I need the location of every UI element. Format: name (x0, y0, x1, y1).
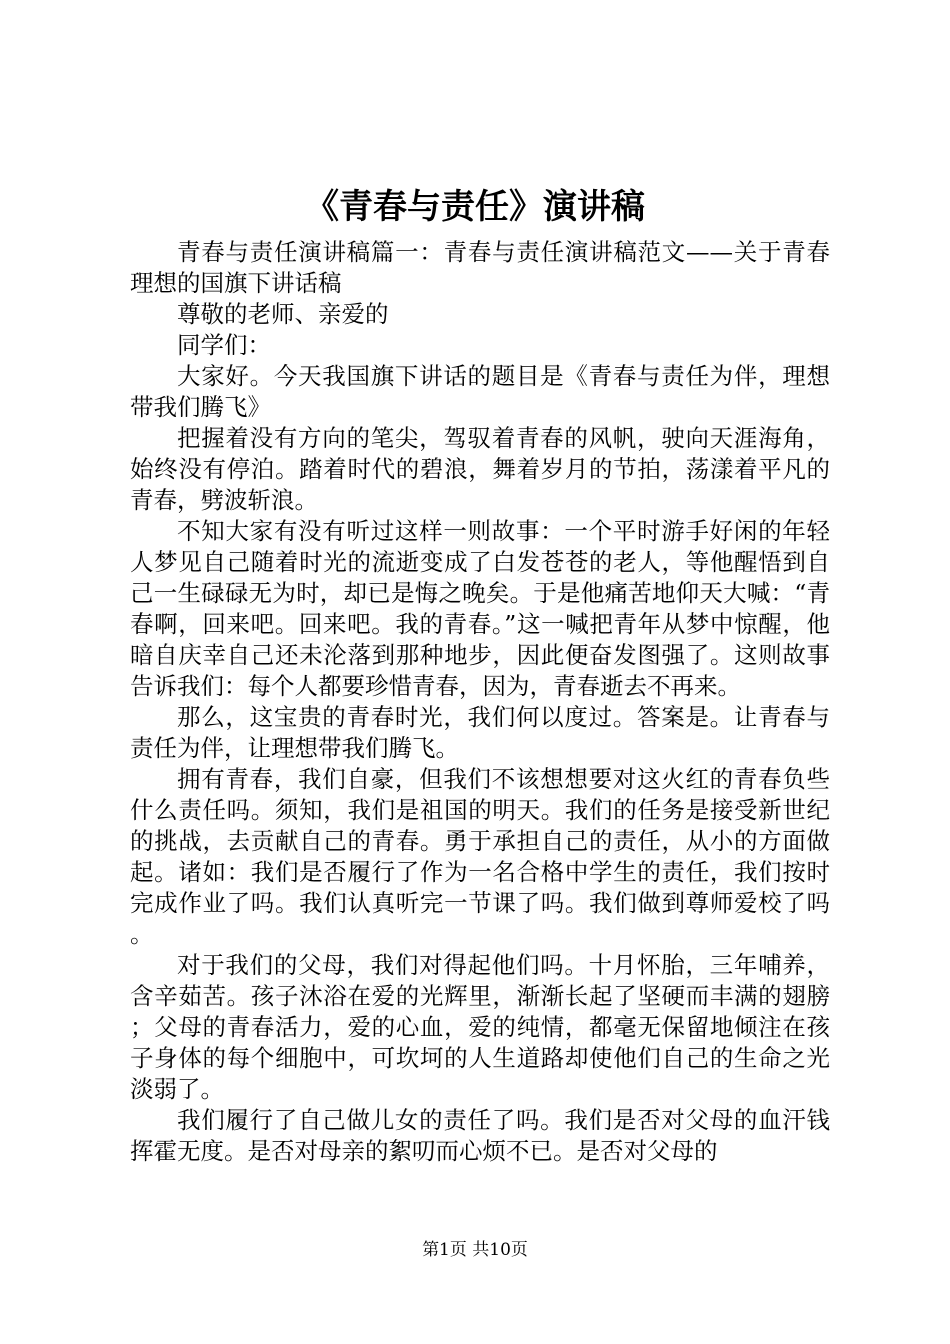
paragraph-body: 那么，这宝贵的青春时光，我们何以度过。答案是。让青春与责任为伴，让理想带我们腾飞。 (130, 703, 830, 762)
page-footer (0, 1238, 950, 1262)
paragraph-greeting: 大家好。今天我国旗下讲话的题目是《青春与责任为伴，理想带我们腾飞》 (130, 362, 830, 421)
document-body (130, 237, 830, 1167)
page-total: 共10页 (472, 1240, 528, 1260)
page-number: 第1页 (422, 1240, 467, 1260)
paragraph-body: 对于我们的父母，我们对得起他们吗。十月怀胎，三年哺养，含辛茹苦。孩子沐浴在爱的光辉里，渐渐长起了坚硬而丰满的翅膀；父母的青春活力，爱的心血，爱的纯情，都毫无保留地倾注在孩子身体的每个细胞中，可坎坷的人生道路却使他们自己的生命之光淡弱了。 (130, 951, 830, 1103)
paragraph-body: 不知大家有没有听过这样一则故事：一个平时游手好闲的年轻人梦见自己随着时光的流逝变成了白发苍苍的老人，等他醒悟到自己一生碌碌无为时，却已是悔之晚矣。于是他痛苦地仰天大喊：“青春啊，回来吧。回来吧。我的青春。”这一喊把青年从梦中惊醒，他暗自庆幸自己还未沦落到那种地步，因此便奋发图强了。这则故事告诉我们：每个人都要珍惜青春，因为，青春逝去不再来。 (130, 517, 830, 700)
paragraph-body: 把握着没有方向的笔尖，驾驭着青春的风帆，驶向天涯海角，始终没有停泊。踏着时代的碧浪，舞着岁月的节拍，荡漾着平凡的青春，劈波斩浪。 (130, 424, 830, 514)
paragraph-salutation: 尊敬的老师、亲爱的 (177, 300, 389, 328)
document-title: 《青春与责任》演讲稿 (305, 187, 645, 227)
paragraph-heading-line: 青春与责任演讲稿篇一：青春与责任演讲稿范文——关于青春理想的国旗下讲话稿 (130, 238, 830, 297)
paragraph-salutation-continued: 同学们： (177, 331, 271, 359)
paragraph-body: 拥有青春，我们自豪，但我们不该想想要对这火红的青春负些什么责任吗。须知，我们是祖国的明天。我们的任务是接受新世纪的挑战，去贡献自己的青春。勇于承担自己的责任，从小的方面做起。诸如：我们是否履行了作为一名合格中学生的责任，我们按时完成作业了吗。我们认真听完一节课了吗。我们做到尊师爱校了吗。 (130, 765, 830, 948)
paragraph-body: 我们履行了自己做儿女的责任了吗。我们是否对父母的血汗钱挥霍无度。是否对母亲的絮叨而心烦不已。是否对父母的 (130, 1106, 830, 1165)
